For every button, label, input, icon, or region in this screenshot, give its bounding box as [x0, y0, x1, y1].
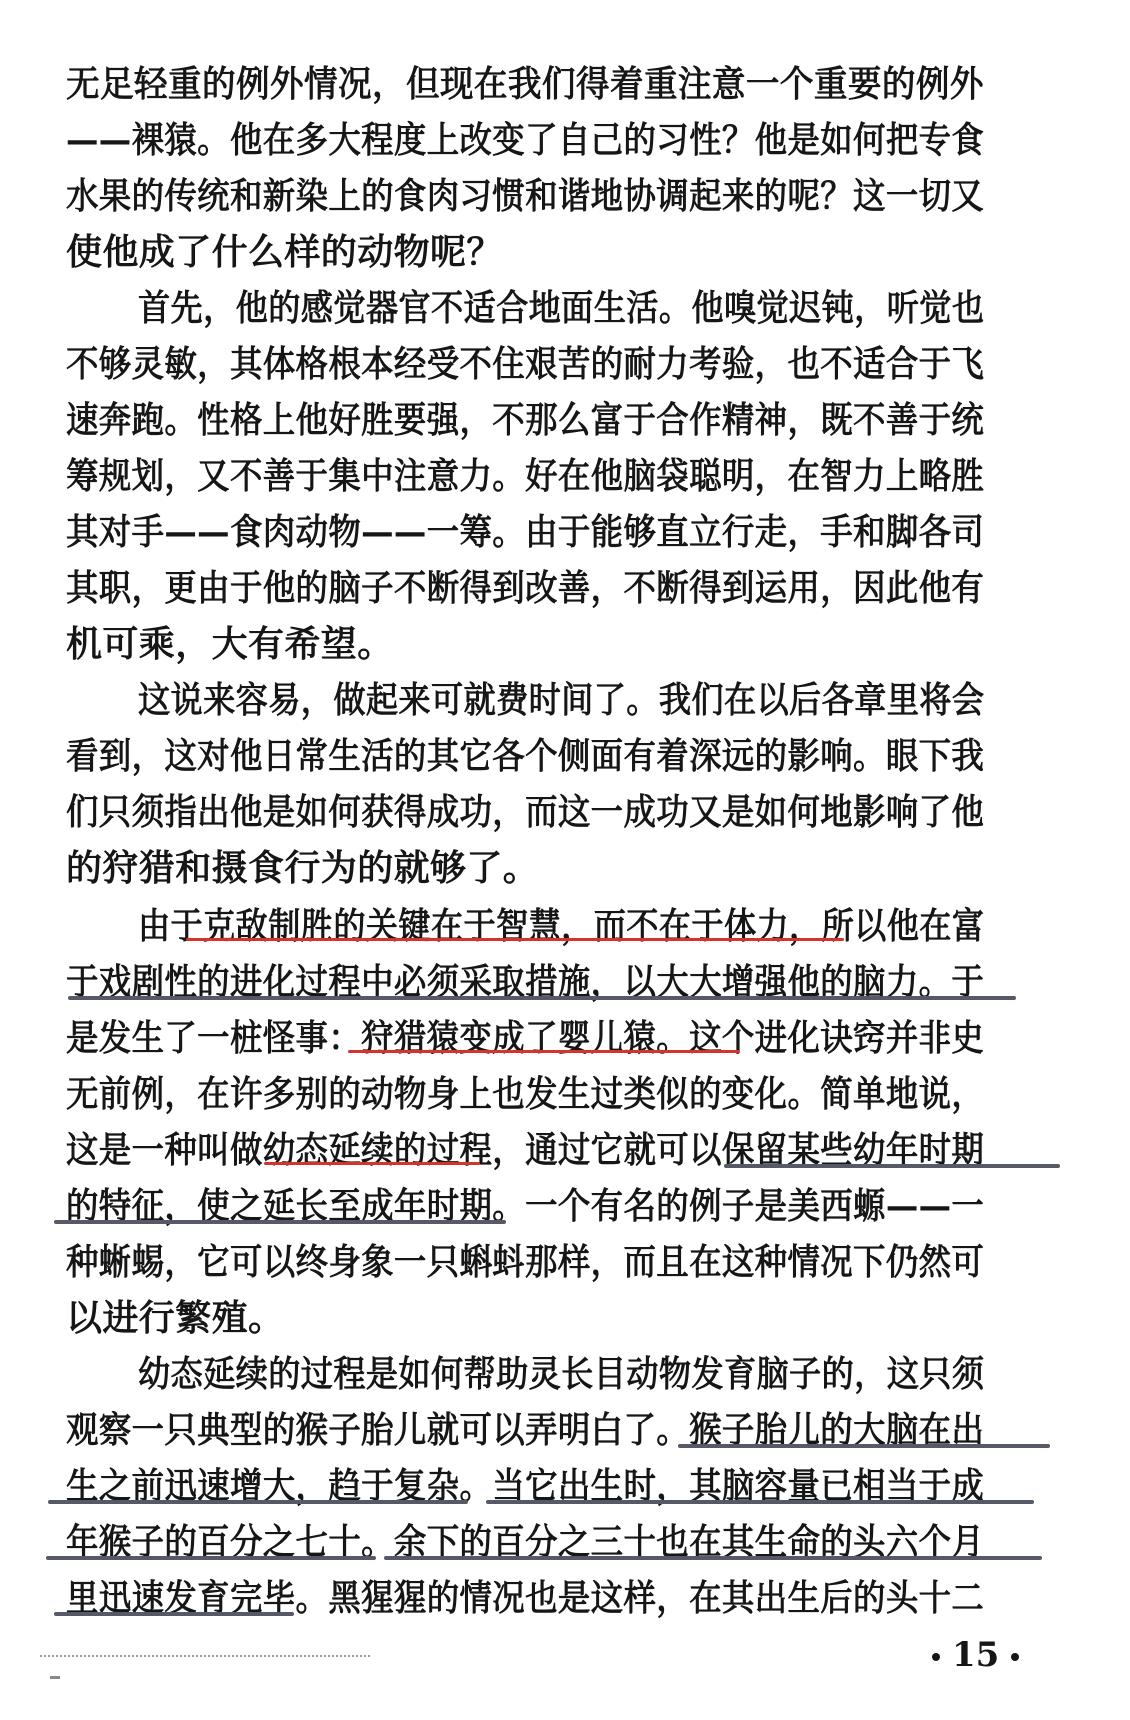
text-line: 筹规划，又不善于集中注意力。好在他脑袋聪明，在智力上略胜 [66, 455, 985, 497]
text-line: 这说来容易，做起来可就费时间了。我们在以后各章里将会 [138, 679, 985, 721]
text-line: 速奔跑。性格上他好胜要强，不那么富于合作精神，既不善于统 [66, 399, 985, 441]
scan-speckle [40, 1655, 370, 1657]
text-line: 里迅速发育完毕。黑猩猩的情况也是这样，在其出生后的头十二 [66, 1577, 985, 1619]
text-line: 无前例，在许多别的动物身上也发生过类似的变化。简单地说， [66, 1073, 985, 1115]
text-line: 其对手——食肉动物——一筹。由于能够直立行走，手和脚各司 [66, 511, 985, 553]
text-line: 的特征，使之延长至成年时期。一个有名的例子是美西螈——一 [66, 1185, 985, 1227]
text-line: 于戏剧性的进化过程中必须采取措施，以大大增强他的脑力。于 [66, 961, 985, 1003]
text-line: 其职，更由于他的脑子不断得到改善，不断得到运用，因此他有 [66, 567, 985, 609]
text-line: 生之前迅速增大，趋于复杂。当它出生时，其脑容量已相当于成 [66, 1465, 985, 1507]
text-line: 种蜥蜴，它可以终身象一只蝌蚪那样，而且在这种情况下仍然可 [66, 1241, 985, 1283]
text-line: ——裸猿。他在多大程度上改变了自己的习性？他是如何把专食 [66, 119, 985, 161]
gray-underline [678, 1444, 1050, 1448]
gray-underline [486, 1500, 1034, 1504]
text-line: 无足轻重的例外情况，但现在我们得着重注意一个重要的例外 [66, 63, 984, 105]
text-line: 年猴子的百分之七十。余下的百分之三十也在其生命的头六个月 [66, 1521, 985, 1563]
text-line: 水果的传统和新染上的食肉习惯和谐地协调起来的呢？这一切又 [66, 175, 985, 217]
red-underline [264, 1162, 480, 1165]
page-number [920, 1635, 1031, 1675]
text-line: 观察一只典型的猴子胎儿就可以弄明白了。猴子胎儿的大脑在出 [66, 1409, 985, 1451]
red-underline [348, 1050, 740, 1053]
text-line: 们只须指出他是如何获得成功，而这一成功又是如何地影响了他 [66, 791, 985, 833]
gray-underline [54, 1612, 294, 1616]
bullet-icon [932, 1653, 940, 1661]
gray-underline [46, 1556, 376, 1560]
gray-underline [48, 1500, 468, 1504]
text-line: 首先，他的感觉器官不适合地面生活。他嗅觉迟钝，听觉也 [138, 287, 985, 329]
text-line: 看到，这对他日常生活的其它各个侧面有着深远的影响。眼下我 [66, 735, 985, 777]
text-line: 是发生了一桩怪事：狩猎猿变成了婴儿猿。这个进化诀窍并非史 [66, 1017, 985, 1059]
page-number-text: 15 [952, 1635, 1000, 1675]
red-underline [186, 938, 844, 941]
text-line: 这是一种叫做幼态延续的过程，通过它就可以保留某些幼年时期 [66, 1129, 985, 1171]
text-line: 由于克敌制胜的关键在于智慧，而不在于体力，所以他在富 [138, 905, 985, 947]
gray-underline [724, 1164, 1060, 1168]
gray-underline [68, 996, 1016, 1000]
gray-underline [384, 1556, 1042, 1560]
text-line: 机可乘，大有希望。 [66, 623, 394, 665]
gray-underline [54, 1220, 506, 1224]
bullet-icon [1011, 1653, 1019, 1661]
text-line: 的狩猎和摄食行为的就够了。 [66, 847, 540, 889]
scan-speckle [50, 1676, 60, 1679]
text-line: 幼态延续的过程是如何帮助灵长目动物发育脑子的，这只须 [138, 1353, 985, 1395]
text-line: 不够灵敏，其体格根本经受不住艰苦的耐力考验，也不适合于飞 [66, 343, 985, 385]
text-line: 以进行繁殖。 [66, 1297, 285, 1339]
text-line: 使他成了什么样的动物呢？ [66, 231, 503, 273]
book-page [66, 56, 1066, 1656]
